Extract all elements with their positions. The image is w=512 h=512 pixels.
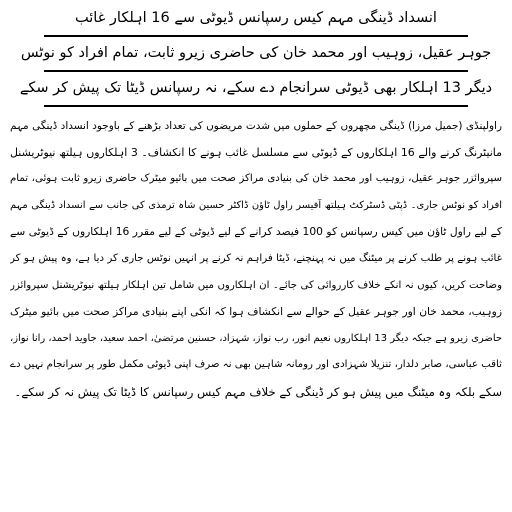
body-line: غائب ہونے پر طلب کرنے پر میٹنگ میں نہ پہنچنے، ڈیٹا فراہم نہ کرنے پر انہیں نوٹس جاری کر دیا ہے، وہ پیش ہو کر [10, 252, 502, 264]
body-line: کے لیے راول ٹاؤن میں کیس رسپانس کو 100 فیصد کرانے کے لیے ڈیوٹی کے لیے مقرر 16 اہلکاروں کے ڈیوٹی سے [10, 225, 502, 239]
body-line: زوہیب، محمد خان اور جوہر عقیل کے حوالے سے انکشاف ہوا کہ انکی اپنے بنیادی مراکز صحت میں بائیو میٹرک [10, 305, 502, 319]
body-line: سپروائزر جوہر عقیل، زوہیب اور محمد خان کی بنیادی مراکز صحت میں بائیو میٹرک حاضری زیرو ثابت ہوئی، تمام [10, 173, 502, 185]
article-body [10, 113, 502, 406]
body-line: حاضری زیرو ہے جبکہ دیگر 13 اہلکاروں نعیم انور، رب نواز، شہزاد، حسنین مرتضیٰ، احمد سعید، جاوید احمد، رانا نواز، [10, 332, 502, 344]
headline-3: دیگر 13 اہلکار بھی ڈیوٹی سرانجام دے سکے، نہ رسپانس ڈیٹا تک پیش کر سکے [19, 80, 493, 96]
headline-divider [44, 70, 468, 72]
body-line: راولپنڈی (جمیل مرزا) ڈینگی مچھروں کے حملوں میں شدت مریضوں کی تعداد بڑھنے کے باوجود انسداد ڈینگی مہم [10, 120, 502, 132]
body-line: افراد کو نوٹس جاری۔ ڈپٹی ڈسٹرکٹ ہیلتھ آفیسر راول ٹاؤن ڈاکٹر حسین شاہ ترمذی کی جانب سے انسداد ڈینگی مہم [10, 199, 502, 211]
body-line: مانیٹرنگ کرنے والے 16 اہلکاروں کے ڈیوٹی سے مسلسل غائب ہونے کا انکشاف۔ 3 اہلکاروں ہیلتھ نیوٹریشنل [10, 145, 502, 159]
headline-1: انسداد ڈینگی مہم کیس رسپانس ڈیوٹی سے 16 اہلکار غائب [75, 10, 437, 26]
headline-divider [44, 35, 468, 37]
body-line: وضاحت کریں، کیوں نہ انکے خلاف کارروائی کی جائے۔ ان اہلکاروں میں شامل تین اہلکار ہیلتھ نیوٹریشنل سپروائزر [10, 279, 502, 291]
body-line: ثاقب عباسی، صابر دلدار، تنزیلا شہزادی اور رومانہ شاہین بھی نہ صرف اپنی ڈیوٹی مکمل طور پر سرانجام نہیں دے [10, 359, 502, 371]
headline-2: جوہر عقیل، زوہیب اور محمد خان کی حاضری زیرو ثابت، تمام افراد کو نوٹس [20, 45, 492, 61]
headline-divider [44, 105, 468, 107]
body-line: سکے بلکہ وہ میٹنگ میں پیش ہو کر ڈینگی کے خلاف مہم کیس رسپانس کا ڈیٹا تک پیش نہ کر سکے۔ [14, 384, 502, 399]
